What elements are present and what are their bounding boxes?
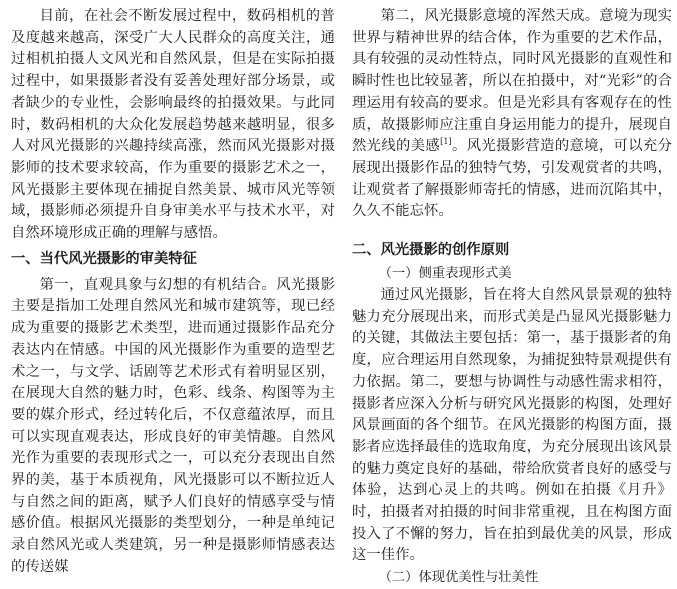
right-column (352, 6, 672, 589)
reference-mark: [1] (440, 137, 452, 147)
subsection-2-heading: （二）体现优美性与壮美性 (378, 570, 539, 586)
paragraph-text: 第二，风光摄影意境的浑然天成。意境为现实世界与精神世界的结合体，作为重要的艺术作品，具有较强的灵动性特点，同时风光摄影的直观性和瞬时性也比较显著，所以在拍摄中，对“光彩”的合理运用有较高的要求。但是光彩具有客观存在的性质，故摄影师应注重自身运用能力的提升，展现自然光线的美感 (352, 8, 672, 155)
intro-paragraph: 目前，在社会不断发展过程中，数码相机的普及度越来越高，深受广大人民群众的高度关注，通过相机拍摄人文风光和自然风景，但是在实际拍摄过程中，如果摄影者没有妥善处理好部分场景，或者缺少的专业性，会影响最终的拍摄效果。与此同时，数码相机的大众化发展趋势越来越明显，很多人对风光摄影的兴趣持续高涨，然而风光摄影对摄影师的技术要求较高，作为重要的摄影艺术之一，风光摄影主要体现在捕捉自然美景、城市风光等领域，摄影师必须提升自身审美水平与技术水平，对自然环境形成正确的理解与感悟。 (11, 8, 335, 242)
section-2-heading: 二、风光摄影的创作原则 (352, 242, 510, 259)
section-1-heading: 一、当代风光摄影的审美特征 (11, 250, 197, 267)
subsection-1-heading: （一）侧重表现形式美 (378, 266, 512, 282)
aesthetic-feature-paragraph-1: 第一，直观具象与幻想的有机结合。风光摄影主要是指加工处理自然风光和城市建筑等，现已经成为重要的摄影艺术类型，进而通过摄影作品充分表达内在情感。中国的风光摄影作为重要的造型艺术之一，与文学、话剧等艺术形式有着明显区别，在展现大自然的魅力时，色彩、线条、构图等为主要的媒介形式，经过转化后，不仅意蕴浓厚，而且可以实现直观表达，形成良好的审美情趣。自然风光作为重要的表现形式之一，可以充分表现出自然界的美，基于本质视角，风光摄影可以不断拉近人与自然之间的距离，赋予人们良好的情感享受与情感价值。根据风光摄影的类型划分，一种是单纯记录自然风光或人类建筑，另一种是摄影师情感表达的传送媒 (11, 276, 335, 575)
paragraph-text-continued: 。风光摄影营造的意境，可以充分展现出摄影作品的独特气势，引发观赏者的共鸣，让观赏者了解摄影师寄托的情感，进而沉陷其中，久久不能忘怀。 (352, 138, 672, 220)
form-beauty-paragraph: 通过风光摄影，旨在将大自然风景景观的独特魅力充分展现出来，而形式美是凸显风光摄影魅力的关键，其做法主要包括：第一，基于摄影者的角度，应合理运用自然现象，为捕捉独特景观提供有力依据。第二，要想与协调性与动感性需求相符，摄影者应深入分析与研究风光摄影的构图，处理好风景画面的各个细节。在风光摄影的构图方面，摄影者应选择最佳的选取角度，为充分展现出该风景的魅力奠定良好的基础，带给欣赏者良好的感受与体验，达到心灵上的共鸣。例如在拍摄《月升》时，拍摄者对拍摄的时间非常重视，且在构图方面投入了不懈的努力，旨在拍到最优美的风景，形成这一佳作。 (352, 287, 672, 564)
left-column (11, 6, 335, 579)
aesthetic-feature-paragraph-2 (352, 6, 672, 223)
